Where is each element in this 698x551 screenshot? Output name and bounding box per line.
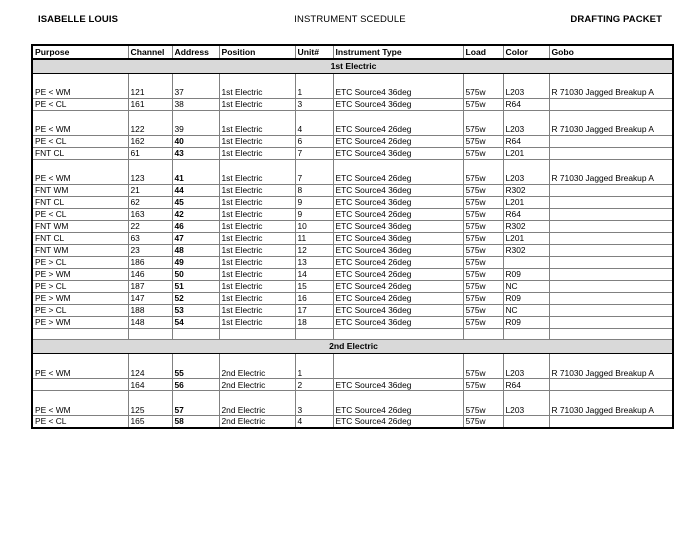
cell-color: R09 — [503, 316, 549, 328]
cell-unit: 4 — [295, 416, 333, 428]
cell-color: L203 — [503, 159, 549, 184]
cell-unit: 3 — [295, 98, 333, 110]
cell-unit: 3 — [295, 391, 333, 416]
cell-position: 2nd Electric — [219, 391, 295, 416]
cell-address: 43 — [172, 147, 219, 159]
cell-color: R302 — [503, 184, 549, 196]
cell-purpose: PE < WM — [32, 354, 128, 379]
cell-position: 1st Electric — [219, 196, 295, 208]
cell-position: 1st Electric — [219, 135, 295, 147]
cell-color: L203 — [503, 73, 549, 98]
instrument-row[interactable] — [32, 135, 673, 147]
cell-position: 1st Electric — [219, 268, 295, 280]
cell-gobo: R 71030 Jagged Breakup A — [549, 354, 673, 379]
cell-load: 575w — [463, 391, 503, 416]
cell-instrument_type: ETC Source4 26deg — [333, 391, 463, 416]
cell-color: R302 — [503, 220, 549, 232]
cell-instrument_type: ETC Source4 36deg — [333, 196, 463, 208]
spacer-cell — [549, 328, 673, 340]
cell-load: 575w — [463, 316, 503, 328]
cell-position: 1st Electric — [219, 232, 295, 244]
cell-channel: 162 — [128, 135, 172, 147]
cell-position: 2nd Electric — [219, 354, 295, 379]
section-band-label — [32, 340, 673, 354]
cell-channel: 22 — [128, 220, 172, 232]
cell-instrument_type: ETC Source4 26deg — [333, 268, 463, 280]
column-header-address[interactable]: Address — [172, 45, 219, 59]
cell-unit: 17 — [295, 304, 333, 316]
cell-load: 575w — [463, 244, 503, 256]
cell-address: 41 — [172, 159, 219, 184]
cell-load: 575w — [463, 379, 503, 391]
spacer-cell — [32, 328, 128, 340]
cell-color: R64 — [503, 135, 549, 147]
spacer-cell — [463, 328, 503, 340]
cell-load: 575w — [463, 147, 503, 159]
cell-address: 54 — [172, 316, 219, 328]
instrument-row[interactable] — [32, 232, 673, 244]
cell-instrument_type: ETC Source4 26deg — [333, 256, 463, 268]
cell-color: L203 — [503, 110, 549, 135]
cell-load: 575w — [463, 73, 503, 98]
cell-address: 48 — [172, 244, 219, 256]
column-header-color[interactable]: Color — [503, 45, 549, 59]
cell-unit: 7 — [295, 147, 333, 159]
instrument-row[interactable] — [32, 98, 673, 110]
cell-position: 1st Electric — [219, 280, 295, 292]
cell-address: 53 — [172, 304, 219, 316]
cell-load: 575w — [463, 184, 503, 196]
cell-gobo — [549, 135, 673, 147]
cell-gobo — [549, 379, 673, 391]
cell-address: 44 — [172, 184, 219, 196]
instrument-row[interactable] — [32, 220, 673, 232]
instrument-row[interactable] — [32, 280, 673, 292]
cell-color: NC — [503, 304, 549, 316]
cell-purpose: PE < WM — [32, 73, 128, 98]
document-header — [38, 14, 662, 25]
instrument-row[interactable] — [32, 391, 673, 416]
cell-channel: 165 — [128, 416, 172, 428]
cell-gobo — [549, 196, 673, 208]
cell-purpose: PE < WM — [32, 110, 128, 135]
cell-load: 575w — [463, 196, 503, 208]
instrument-row[interactable] — [32, 110, 673, 135]
cell-address: 51 — [172, 280, 219, 292]
cell-load: 575w — [463, 232, 503, 244]
cell-purpose: FNT WM — [32, 184, 128, 196]
table-body — [32, 59, 673, 428]
section-band-row — [32, 340, 673, 354]
cell-gobo — [549, 268, 673, 280]
cell-position: 1st Electric — [219, 98, 295, 110]
cell-color: R64 — [503, 379, 549, 391]
cell-purpose: FNT WM — [32, 244, 128, 256]
cell-load: 575w — [463, 220, 503, 232]
cell-unit: 13 — [295, 256, 333, 268]
cell-position: 1st Electric — [219, 208, 295, 220]
instrument-row[interactable] — [32, 256, 673, 268]
cell-channel: 148 — [128, 316, 172, 328]
spacer-cell — [295, 328, 333, 340]
cell-address: 46 — [172, 220, 219, 232]
cell-instrument_type: ETC Source4 26deg — [333, 280, 463, 292]
header-document-title: INSTRUMENT SCEDULE — [294, 14, 406, 25]
cell-gobo — [549, 184, 673, 196]
column-header-gobo[interactable]: Gobo — [549, 45, 673, 59]
instrument-row[interactable] — [32, 416, 673, 428]
cell-instrument_type: ETC Source4 26deg — [333, 159, 463, 184]
cell-channel: 125 — [128, 391, 172, 416]
section-band-text: 1st Electric — [330, 61, 377, 71]
cell-purpose: PE > CL — [32, 304, 128, 316]
cell-color: L201 — [503, 232, 549, 244]
cell-channel: 123 — [128, 159, 172, 184]
cell-address: 50 — [172, 268, 219, 280]
cell-color: R64 — [503, 98, 549, 110]
cell-position: 1st Electric — [219, 147, 295, 159]
section-band-row — [32, 59, 673, 73]
column-header-purpose[interactable]: Purpose — [32, 45, 128, 59]
cell-instrument_type: ETC Source4 36deg — [333, 316, 463, 328]
cell-purpose: PE > WM — [32, 268, 128, 280]
cell-gobo — [549, 416, 673, 428]
cell-color — [503, 416, 549, 428]
cell-unit: 6 — [295, 135, 333, 147]
cell-channel: 121 — [128, 73, 172, 98]
section-band-label — [32, 59, 673, 73]
cell-instrument_type: ETC Source4 26deg — [333, 208, 463, 220]
instrument-row[interactable] — [32, 208, 673, 220]
cell-purpose: FNT CL — [32, 232, 128, 244]
cell-channel: 163 — [128, 208, 172, 220]
spacer-row — [32, 328, 673, 340]
cell-purpose: PE < WM — [32, 159, 128, 184]
header-packet-label: DRAFTING PACKET — [570, 14, 662, 25]
cell-instrument_type: ETC Source4 26deg — [333, 292, 463, 304]
cell-address: 58 — [172, 416, 219, 428]
cell-load: 575w — [463, 256, 503, 268]
cell-gobo: R 71030 Jagged Breakup A — [549, 391, 673, 416]
cell-gobo — [549, 244, 673, 256]
cell-gobo: R 71030 Jagged Breakup A — [549, 110, 673, 135]
cell-unit: 9 — [295, 208, 333, 220]
cell-instrument_type: ETC Source4 36deg — [333, 147, 463, 159]
cell-channel: 187 — [128, 280, 172, 292]
cell-unit: 15 — [295, 280, 333, 292]
cell-purpose: PE < WM — [32, 391, 128, 416]
cell-color: R64 — [503, 208, 549, 220]
cell-instrument_type: ETC Source4 36deg — [333, 73, 463, 98]
cell-channel: 161 — [128, 98, 172, 110]
cell-gobo — [549, 232, 673, 244]
cell-position: 1st Electric — [219, 159, 295, 184]
cell-load: 575w — [463, 292, 503, 304]
cell-channel: 147 — [128, 292, 172, 304]
cell-position: 2nd Electric — [219, 416, 295, 428]
instrument-schedule-table — [31, 44, 674, 429]
cell-load: 575w — [463, 354, 503, 379]
cell-instrument_type: ETC Source4 36deg — [333, 184, 463, 196]
cell-position: 1st Electric — [219, 316, 295, 328]
instrument-row[interactable] — [32, 354, 673, 379]
cell-color: L201 — [503, 147, 549, 159]
cell-instrument_type: ETC Source4 26deg — [333, 110, 463, 135]
cell-load: 575w — [463, 98, 503, 110]
cell-instrument_type: ETC Source4 26deg — [333, 135, 463, 147]
cell-channel: 62 — [128, 196, 172, 208]
cell-purpose: FNT WM — [32, 220, 128, 232]
cell-purpose: PE < CL — [32, 98, 128, 110]
cell-color: R302 — [503, 244, 549, 256]
cell-purpose: PE > CL — [32, 256, 128, 268]
cell-position: 1st Electric — [219, 292, 295, 304]
spacer-cell — [172, 328, 219, 340]
instrument-row[interactable] — [32, 147, 673, 159]
cell-unit: 18 — [295, 316, 333, 328]
cell-unit: 8 — [295, 184, 333, 196]
cell-purpose: PE < CL — [32, 416, 128, 428]
cell-address: 56 — [172, 379, 219, 391]
cell-color: R09 — [503, 292, 549, 304]
cell-address: 38 — [172, 98, 219, 110]
column-header-load[interactable]: Load — [463, 45, 503, 59]
cell-channel: 186 — [128, 256, 172, 268]
column-header-unit[interactable]: Unit# — [295, 45, 333, 59]
cell-channel: 63 — [128, 232, 172, 244]
cell-load: 575w — [463, 268, 503, 280]
cell-channel: 124 — [128, 354, 172, 379]
instrument-row[interactable] — [32, 268, 673, 280]
cell-gobo — [549, 292, 673, 304]
cell-instrument_type: ETC Source4 36deg — [333, 98, 463, 110]
section-band-text: 2nd Electric — [329, 341, 378, 352]
cell-instrument_type — [333, 354, 463, 379]
cell-address: 55 — [172, 354, 219, 379]
spacer-cell — [333, 328, 463, 340]
cell-instrument_type: ETC Source4 36deg — [333, 304, 463, 316]
cell-address: 39 — [172, 110, 219, 135]
instrument-row[interactable] — [32, 73, 673, 98]
cell-gobo — [549, 256, 673, 268]
cell-channel: 61 — [128, 147, 172, 159]
cell-position: 1st Electric — [219, 256, 295, 268]
column-header-position[interactable]: Position — [219, 45, 295, 59]
spacer-cell — [219, 328, 295, 340]
cell-position: 2nd Electric — [219, 379, 295, 391]
cell-address: 37 — [172, 73, 219, 98]
cell-color: L203 — [503, 354, 549, 379]
cell-unit: 7 — [295, 159, 333, 184]
cell-color — [503, 256, 549, 268]
cell-purpose: PE > WM — [32, 316, 128, 328]
cell-unit: 9 — [295, 196, 333, 208]
cell-purpose: FNT CL — [32, 196, 128, 208]
spacer-cell — [128, 328, 172, 340]
instrument-schedule-table-container — [31, 44, 672, 429]
cell-channel: 164 — [128, 379, 172, 391]
cell-channel: 23 — [128, 244, 172, 256]
cell-gobo — [549, 220, 673, 232]
cell-gobo: R 71030 Jagged Breakup A — [549, 159, 673, 184]
cell-instrument_type: ETC Source4 36deg — [333, 220, 463, 232]
cell-address: 49 — [172, 256, 219, 268]
cell-load: 575w — [463, 416, 503, 428]
cell-address: 47 — [172, 232, 219, 244]
table-header — [32, 45, 673, 59]
cell-color: R09 — [503, 268, 549, 280]
cell-unit: 1 — [295, 73, 333, 98]
instrument-row[interactable] — [32, 292, 673, 304]
cell-load: 575w — [463, 110, 503, 135]
cell-position: 1st Electric — [219, 184, 295, 196]
cell-instrument_type: ETC Source4 36deg — [333, 379, 463, 391]
cell-gobo — [549, 98, 673, 110]
cell-load: 575w — [463, 280, 503, 292]
table-header-row — [32, 45, 673, 59]
cell-gobo — [549, 280, 673, 292]
instrument-row[interactable] — [32, 316, 673, 328]
cell-load: 575w — [463, 208, 503, 220]
cell-color: NC — [503, 280, 549, 292]
instrument-row[interactable] — [32, 304, 673, 316]
cell-position: 1st Electric — [219, 244, 295, 256]
cell-gobo — [549, 304, 673, 316]
instrument-row[interactable] — [32, 196, 673, 208]
cell-instrument_type: ETC Source4 36deg — [333, 232, 463, 244]
instrument-row[interactable] — [32, 244, 673, 256]
instrument-row[interactable] — [32, 159, 673, 184]
cell-channel: 21 — [128, 184, 172, 196]
header-designer-name: ISABELLE LOUIS — [38, 14, 119, 25]
cell-purpose: FNT CL — [32, 147, 128, 159]
cell-unit: 12 — [295, 244, 333, 256]
cell-address: 52 — [172, 292, 219, 304]
cell-channel: 188 — [128, 304, 172, 316]
cell-unit: 10 — [295, 220, 333, 232]
cell-purpose: PE < CL — [32, 135, 128, 147]
cell-unit: 4 — [295, 110, 333, 135]
instrument-row[interactable] — [32, 379, 673, 391]
spacer-cell — [503, 328, 549, 340]
cell-channel: 122 — [128, 110, 172, 135]
cell-address: 40 — [172, 135, 219, 147]
cell-purpose: PE < CL — [32, 208, 128, 220]
cell-gobo — [549, 208, 673, 220]
cell-address: 42 — [172, 208, 219, 220]
cell-unit: 2 — [295, 379, 333, 391]
cell-position: 1st Electric — [219, 304, 295, 316]
instrument-row[interactable] — [32, 184, 673, 196]
cell-position: 1st Electric — [219, 73, 295, 98]
cell-position: 1st Electric — [219, 110, 295, 135]
cell-load: 575w — [463, 304, 503, 316]
cell-unit: 14 — [295, 268, 333, 280]
cell-purpose: PE > CL — [32, 280, 128, 292]
cell-position: 1st Electric — [219, 220, 295, 232]
cell-instrument_type: ETC Source4 26deg — [333, 416, 463, 428]
cell-load: 575w — [463, 159, 503, 184]
cell-color: L203 — [503, 391, 549, 416]
cell-unit: 11 — [295, 232, 333, 244]
cell-gobo: R 71030 Jagged Breakup A — [549, 73, 673, 98]
cell-color: L201 — [503, 196, 549, 208]
cell-purpose — [32, 379, 128, 391]
column-header-channel[interactable]: Channel — [128, 45, 172, 59]
cell-gobo — [549, 316, 673, 328]
cell-channel: 146 — [128, 268, 172, 280]
cell-address: 45 — [172, 196, 219, 208]
cell-unit: 1 — [295, 354, 333, 379]
cell-unit: 16 — [295, 292, 333, 304]
column-header-instrument_type[interactable]: Instrument Type — [333, 45, 463, 59]
cell-address: 57 — [172, 391, 219, 416]
cell-gobo — [549, 147, 673, 159]
cell-load: 575w — [463, 135, 503, 147]
cell-instrument_type: ETC Source4 36deg — [333, 244, 463, 256]
cell-purpose: PE > WM — [32, 292, 128, 304]
